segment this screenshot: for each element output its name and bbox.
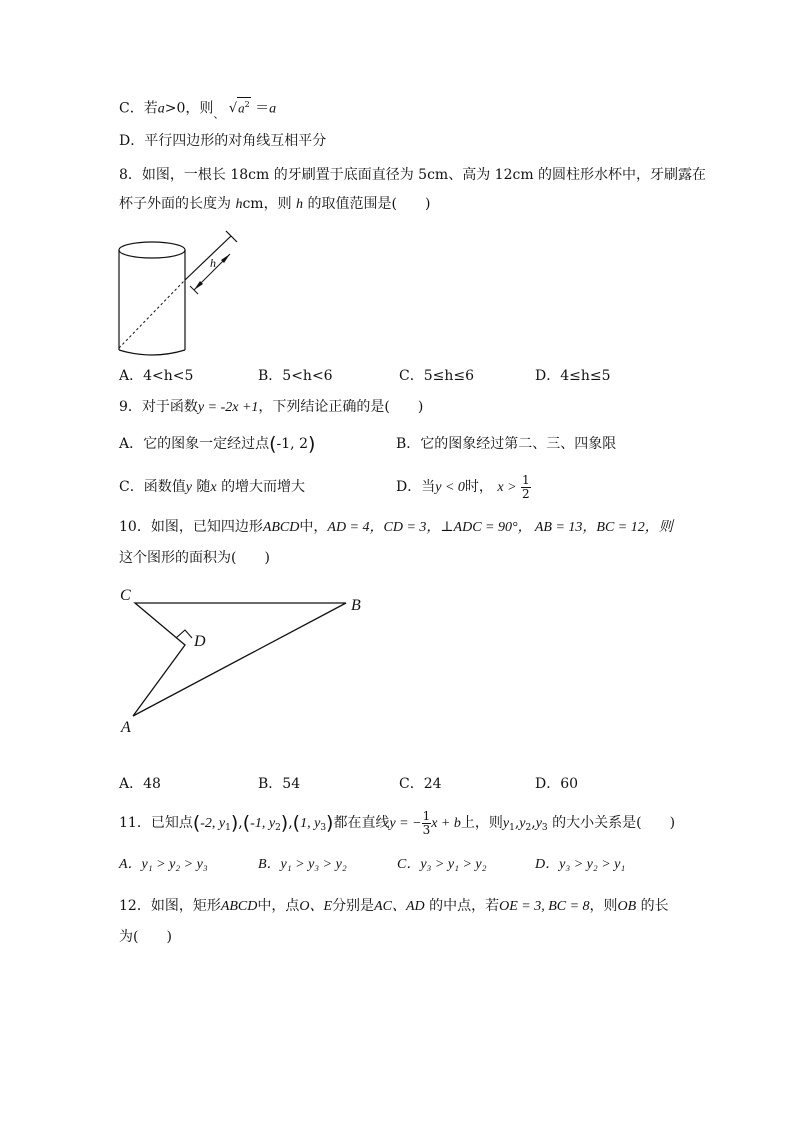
toothbrush-inside: [119, 280, 185, 348]
q10-label-d: D: [194, 633, 206, 650]
q11-option-a[interactable]: A．y₁ > y₂ > y₃: [119, 857, 208, 872]
q12-stem-line2: 为( ): [119, 929, 172, 945]
q9-option-b[interactable]: B．它的图象经过第二、三、四象限: [396, 436, 617, 452]
q9-option-d[interactable]: D．当y < 0时， x > $\frac{1}{2}$: [396, 472, 530, 501]
q8-figure-label-h: h: [210, 256, 216, 270]
q11-option-d[interactable]: D．y₃ > y₂ > y₁: [535, 857, 626, 872]
q11-option-b[interactable]: B．y₁ > y₃ > y₂: [258, 857, 347, 872]
q10-label-b: B: [351, 597, 361, 614]
q10-label-a: A: [121, 719, 131, 736]
q10-label-c: C: [120, 587, 131, 604]
sqrt-expression: $√a^2$: [229, 101, 251, 116]
q8-option-c[interactable]: C．5≤h≤6: [399, 368, 475, 384]
right-angle-mark: [176, 630, 192, 638]
toothbrush-end: [226, 231, 237, 242]
q7-option-d[interactable]: D．平行四边形的对角线互相平分: [119, 133, 327, 149]
q10-quadrilateral-figure: [118, 582, 378, 737]
quadrilateral-abcd: [133, 603, 346, 716]
fraction-one-third: $\frac{1}{3}$: [422, 808, 431, 837]
q8-stem-line1: 8．如图，一根长 18cm 的牙刷置于底面直径为 5cm、高为 12cm 的圆柱形水杯中，牙刷露在: [119, 167, 707, 183]
q8-option-d[interactable]: D．4≤h≤5: [535, 368, 611, 384]
q8-option-b[interactable]: B．5<h<6: [258, 368, 333, 384]
q10-option-c[interactable]: C．24: [399, 776, 442, 792]
q8-cylinder-figure: [110, 228, 250, 358]
cylinder-top: [119, 242, 185, 258]
q10-option-b[interactable]: B．54: [258, 776, 301, 792]
q9-option-a[interactable]: A．它的图象一定经过点(-1, 2): [119, 433, 316, 455]
fraction-one-half: $\frac{1}{2}$: [521, 472, 530, 501]
q8-option-a[interactable]: A．4<h<5: [119, 368, 194, 384]
q10-stem-line1: 10．如图，已知四边形ABCD中，AD = 4，CD = 3，⊥ADC = 90°， AB = 13，BC = 12，则: [119, 519, 673, 535]
q12-stem-line1: 12．如图，矩形ABCD中，点O、E分别是AC、AD 的中点，若OE = 3, BC = 8，则OB 的长: [119, 898, 669, 914]
q10-option-a[interactable]: A．48: [119, 776, 161, 792]
q9-stem: 9．对于函数y = -2x +1，下列结论正确的是( ): [119, 399, 424, 415]
q8-stem-line2: 杯子外面的长度为 hcm，则 h 的取值范围是( ): [119, 196, 431, 212]
cylinder-bottom: [119, 350, 185, 355]
q10-stem-line2: 这个图形的面积为( ): [119, 550, 270, 566]
q11-option-c[interactable]: C．y₃ > y₁ > y₂: [397, 857, 487, 872]
q10-option-d[interactable]: D．60: [535, 776, 579, 792]
q11-stem: 11．已知点(-2, $y_1),(-1$, $y_2),(1$, $y_3$)都在直线y = − $\frac{1}{3}$ x + b上，则$y_1,y_2,y_3$ 的大小关系是( ): [119, 808, 676, 837]
q9-option-c[interactable]: C．函数值y 随x 的增大而增大: [119, 479, 306, 495]
q7-option-c[interactable]: C．若a>0，则$_、$ $√a^2 =a$: [119, 97, 276, 123]
